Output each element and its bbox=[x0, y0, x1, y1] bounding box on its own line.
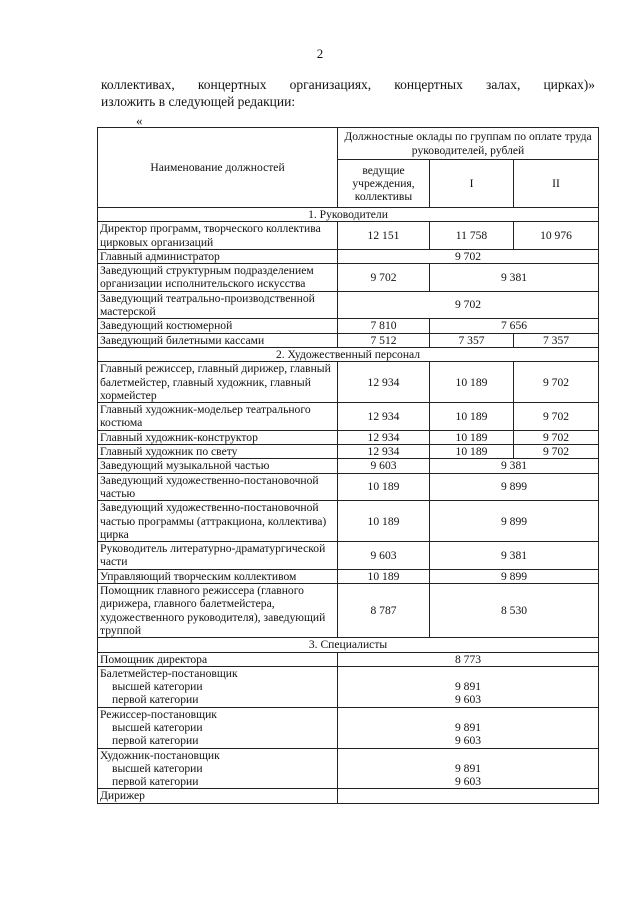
salary-group-1: 10 189 bbox=[430, 403, 514, 431]
position-category: первой категории bbox=[98, 693, 338, 707]
salary-leading: 10 189 bbox=[338, 473, 430, 501]
table-row bbox=[98, 693, 599, 707]
position-name: Помощник директора bbox=[98, 652, 338, 666]
table-row bbox=[98, 734, 599, 748]
salary-group-2: 9 702 bbox=[514, 445, 599, 459]
position-name: Художник-постановщик bbox=[98, 748, 338, 762]
salary-groups-1-2: 9 899 bbox=[430, 473, 599, 501]
salary-table bbox=[97, 127, 599, 804]
position-name: Дирижер bbox=[98, 789, 338, 803]
header-group-1: I bbox=[430, 160, 514, 208]
position-name: Главный администратор bbox=[98, 249, 338, 263]
position-name: Главный художник по свету bbox=[98, 445, 338, 459]
position-name: Главный художник-конструктор bbox=[98, 430, 338, 444]
position-name: Руководитель литературно-драматургической части bbox=[98, 542, 338, 570]
salary-leading: 12 934 bbox=[338, 362, 430, 403]
table-row bbox=[98, 652, 599, 666]
salary-leading: 12 934 bbox=[338, 403, 430, 431]
table-row bbox=[98, 748, 599, 762]
table-row bbox=[98, 542, 599, 570]
header-group-2: II bbox=[514, 160, 599, 208]
salary-group-2: 10 976 bbox=[514, 222, 599, 250]
page-number: 2 bbox=[316, 46, 324, 61]
table-row bbox=[98, 459, 599, 473]
opening-quote: « bbox=[136, 113, 143, 128]
salary-all-groups: 9 702 bbox=[338, 249, 599, 263]
table-row bbox=[98, 333, 599, 347]
table-row bbox=[98, 319, 599, 333]
table-row bbox=[98, 264, 599, 292]
salary-leading: 12 151 bbox=[338, 222, 430, 250]
table-row bbox=[98, 762, 599, 775]
position-name: Директор программ, творческого коллектива цирковых организаций bbox=[98, 222, 338, 250]
table-row bbox=[98, 721, 599, 734]
table-row bbox=[98, 222, 599, 250]
header-salary-group: Должностные оклады по группам по оплате труда руководителей, рублей bbox=[338, 128, 599, 160]
table-row bbox=[98, 430, 599, 444]
table-row bbox=[98, 569, 599, 583]
salary-leading: 10 189 bbox=[338, 569, 430, 583]
header-leading-institutions: ведущие учреждения, коллективы bbox=[338, 160, 430, 208]
position-name: Главный художник-модельер театрального костюма bbox=[98, 403, 338, 431]
table-row bbox=[98, 501, 599, 542]
salary-all-groups: 9 891 bbox=[338, 762, 599, 775]
salary-all-groups: 9 603 bbox=[338, 693, 599, 707]
salary-group-1: 10 189 bbox=[430, 362, 514, 403]
salary-groups-1-2: 8 530 bbox=[430, 584, 599, 638]
salary-group-2: 9 702 bbox=[514, 430, 599, 444]
salary-group-1: 7 357 bbox=[430, 333, 514, 347]
position-name: Управляющий творческим коллективом bbox=[98, 569, 338, 583]
table-row bbox=[98, 707, 599, 721]
table-row bbox=[98, 362, 599, 403]
intro-line-2: изложить в следующей редакции: bbox=[101, 94, 296, 109]
header-position-name: Наименование должностей bbox=[98, 128, 338, 208]
salary-all-groups: 9 891 bbox=[338, 680, 599, 693]
salary-all-groups bbox=[338, 789, 599, 803]
position-name: Режиссер-постановщик bbox=[98, 707, 338, 721]
position-name: Заведующий структурным подразделением организации исполнительского искусства bbox=[98, 264, 338, 292]
position-category: высшей категории bbox=[98, 721, 338, 734]
salary-all-groups bbox=[338, 666, 599, 680]
salary-groups-1-2: 9 381 bbox=[430, 264, 599, 292]
salary-leading: 12 934 bbox=[338, 445, 430, 459]
table-row bbox=[98, 584, 599, 638]
position-name: Главный режиссер, главный дирижер, главный балетмейстер, главный художник, главный хормейстер bbox=[98, 362, 338, 403]
salary-leading: 8 787 bbox=[338, 584, 430, 638]
table-row bbox=[98, 680, 599, 693]
salary-leading: 10 189 bbox=[338, 501, 430, 542]
position-name: Заведующий художественно-постановочной частью программы (аттракциона, коллектива) цирка bbox=[98, 501, 338, 542]
salary-group-2: 9 702 bbox=[514, 403, 599, 431]
position-name: Помощник главного режиссера (главного дирижера, главного балетмейстера, художественного руководителя), заведующий труппой bbox=[98, 584, 338, 638]
table-row bbox=[98, 249, 599, 263]
salary-all-groups bbox=[338, 707, 599, 721]
salary-leading: 9 702 bbox=[338, 264, 430, 292]
section-heading-artistic-staff: 2. Художественный персонал bbox=[98, 347, 599, 361]
position-category: первой категории bbox=[98, 734, 338, 748]
position-name: Заведующий художественно-постановочной частью bbox=[98, 473, 338, 501]
table-row bbox=[98, 291, 599, 319]
salary-all-groups: 9 603 bbox=[338, 775, 599, 789]
intro-line-1: коллективах, концертных организациях, концертных залах, цирках)» bbox=[101, 77, 595, 92]
position-category: первой категории bbox=[98, 775, 338, 789]
salary-leading: 7 512 bbox=[338, 333, 430, 347]
salary-leading: 12 934 bbox=[338, 430, 430, 444]
salary-groups-1-2: 9 899 bbox=[430, 569, 599, 583]
salary-groups-1-2: 9 381 bbox=[430, 542, 599, 570]
table-row bbox=[98, 403, 599, 431]
salary-all-groups bbox=[338, 748, 599, 762]
salary-group-1: 10 189 bbox=[430, 445, 514, 459]
salary-groups-1-2: 7 656 bbox=[430, 319, 599, 333]
salary-group-1: 10 189 bbox=[430, 430, 514, 444]
table-row bbox=[98, 775, 599, 789]
position-name: Заведующий билетными кассами bbox=[98, 333, 338, 347]
table-row bbox=[98, 789, 599, 803]
position-name: Заведующий костюмерной bbox=[98, 319, 338, 333]
table-row bbox=[98, 666, 599, 680]
salary-leading: 7 810 bbox=[338, 319, 430, 333]
position-name: Заведующий театрально-производственной мастерской bbox=[98, 291, 338, 319]
salary-all-groups: 9 702 bbox=[338, 291, 599, 319]
position-category: высшей категории bbox=[98, 680, 338, 693]
section-heading-managers: 1. Руководители bbox=[98, 208, 599, 222]
salary-leading: 9 603 bbox=[338, 459, 430, 473]
position-name: Балетмейстер-постановщик bbox=[98, 666, 338, 680]
salary-group-2: 9 702 bbox=[514, 362, 599, 403]
salary-leading: 9 603 bbox=[338, 542, 430, 570]
salary-all-groups: 8 773 bbox=[338, 652, 599, 666]
table-row bbox=[98, 445, 599, 459]
salary-groups-1-2: 9 381 bbox=[430, 459, 599, 473]
intro-text bbox=[101, 76, 595, 110]
position-name: Заведующий музыкальной частью bbox=[98, 459, 338, 473]
section-heading-specialists: 3. Специалисты bbox=[98, 638, 599, 652]
table-row bbox=[98, 473, 599, 501]
salary-group-2: 7 357 bbox=[514, 333, 599, 347]
salary-all-groups: 9 603 bbox=[338, 734, 599, 748]
salary-all-groups: 9 891 bbox=[338, 721, 599, 734]
position-category: высшей категории bbox=[98, 762, 338, 775]
salary-groups-1-2: 9 899 bbox=[430, 501, 599, 542]
salary-group-1: 11 758 bbox=[430, 222, 514, 250]
